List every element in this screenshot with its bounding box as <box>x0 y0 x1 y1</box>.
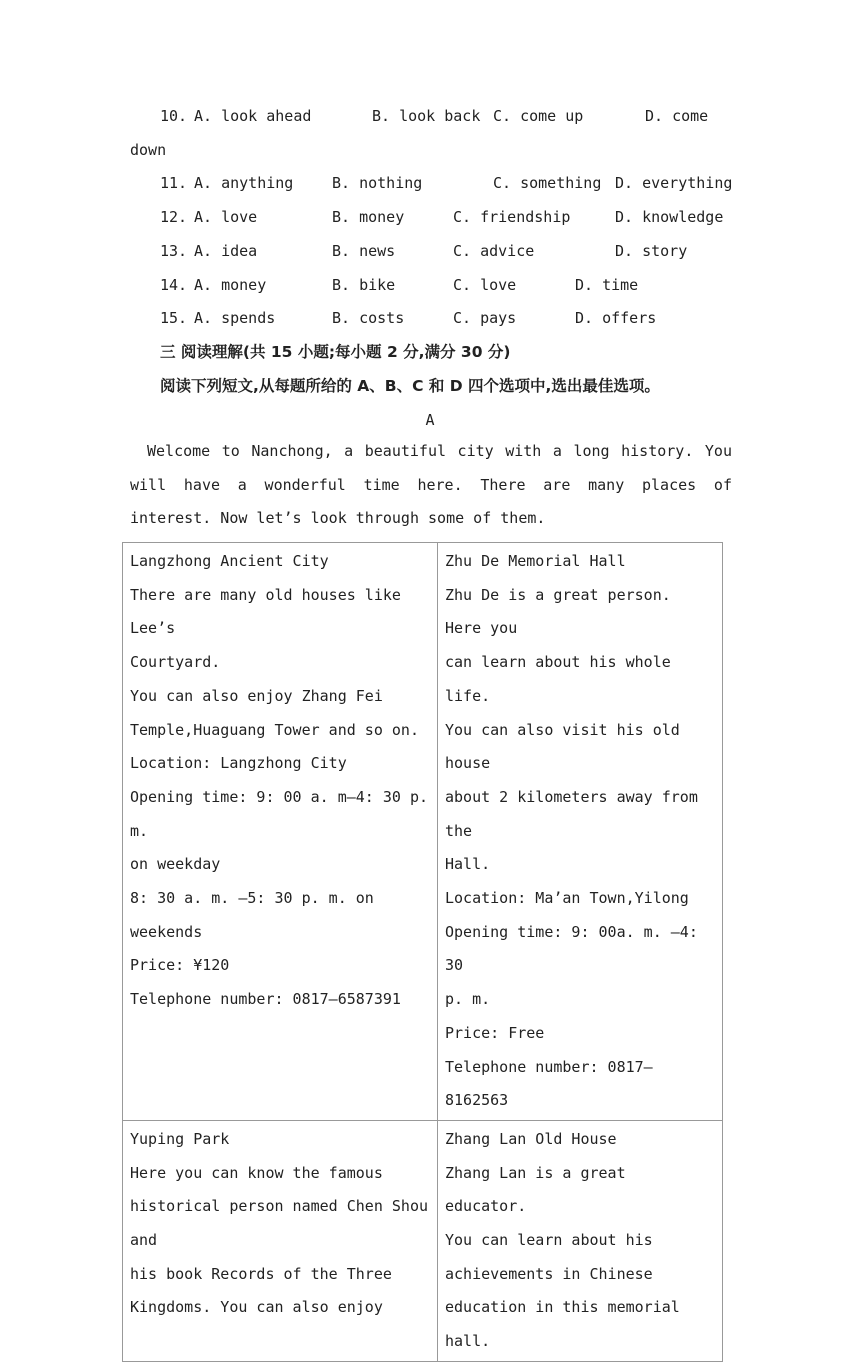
option-a: A. money <box>194 276 267 294</box>
cell-line: Price: Free <box>445 1023 545 1042</box>
cell-line: p. m. <box>445 990 491 1009</box>
cell-line: Here you can know the famous <box>130 1163 383 1182</box>
cell-line: Telephone number: 0817—6587391 <box>130 990 401 1009</box>
cell-title: Zhang Lan Old House <box>445 1129 617 1148</box>
option-c: C. friendship <box>453 208 571 226</box>
cell-line: Temple,Huaguang Tower and so on. <box>130 720 419 739</box>
cell-line: Zhu De is a great person. Here you <box>445 585 671 638</box>
cell-title: Langzhong Ancient City <box>130 552 329 570</box>
cell-line: achievements in Chinese <box>445 1264 653 1283</box>
cell-line: Location: Langzhong City <box>130 754 347 773</box>
option-d: D. knowledge <box>615 208 724 226</box>
option-a: A. look ahead <box>194 107 312 125</box>
cell-line: Opening time: 9: 00 a. m—4: 30 p. m. <box>130 787 429 840</box>
option-d: D. time <box>575 276 639 294</box>
cell-line: education in this memorial hall. <box>445 1298 680 1351</box>
table-row <box>123 1120 723 1361</box>
cell-title: Yuping Park <box>130 1129 230 1148</box>
cell-line: his book Records of the Three <box>130 1264 392 1283</box>
option-c: C. something <box>493 174 602 192</box>
table-row <box>123 543 723 1121</box>
option-b: B. nothing <box>332 174 423 192</box>
cell-line: 8: 30 a. m. —5: 30 p. m. on weekends <box>130 889 374 941</box>
section-instruction: 阅读下列短文,从每题所给的 A、B、C 和 D 四个选项中,选出最佳选项。 <box>160 377 660 395</box>
cell-line: Kingdoms. You can also enjoy <box>130 1298 383 1317</box>
cell-line: on weekday <box>130 855 221 874</box>
question-number: 10. <box>160 107 188 125</box>
attractions-table <box>122 542 723 1362</box>
passage-label: A <box>425 411 435 429</box>
question-number: 15. <box>160 309 188 327</box>
option-a: A. anything <box>194 174 294 192</box>
cell-line: Hall. <box>445 855 491 874</box>
cell-line: Opening time: 9: 00a. m. —4: 30 <box>445 922 698 975</box>
cell-line: Telephone number: 0817—8162563 <box>445 1057 653 1110</box>
option-b: B. money <box>332 208 405 226</box>
passage-intro: Welcome to Nanchong, a beautiful city with a long history. You will have a wonderful time here. There are many places of interest. Now let’s look through some of them. <box>130 442 732 528</box>
question-number: 13. <box>160 242 188 260</box>
option-b: B. news <box>332 242 396 260</box>
option-b: B. look back <box>372 107 481 125</box>
option-a: A. idea <box>194 242 258 260</box>
option-c: C. come up <box>493 107 584 125</box>
cell-line: can learn about his whole life. <box>445 653 671 705</box>
cell-line: Location: Ma’an Town,Yilong <box>445 889 689 908</box>
cell-line: about 2 kilometers away from the <box>445 787 698 840</box>
option-c: C. pays <box>453 309 517 327</box>
cell-line: historical person named Chen Shou and <box>130 1197 429 1250</box>
cell-line: You can also enjoy Zhang Fei <box>130 686 383 705</box>
cell-line: You can learn about his <box>445 1231 653 1250</box>
option-d: D. everything <box>615 174 733 192</box>
cell-line: There are many old houses like Lee’s <box>130 585 401 638</box>
option-d-wrap: down <box>130 141 167 159</box>
cell-line: You can also visit his old house <box>445 720 680 773</box>
cell-title: Zhu De Memorial Hall <box>445 552 626 570</box>
option-a: A. spends <box>194 309 276 327</box>
cell-zhanglan <box>438 1120 723 1361</box>
cell-line: Zhang Lan is a great educator. <box>445 1163 626 1216</box>
cell-yuping <box>123 1120 438 1361</box>
section-heading: 三 阅读理解(共 15 小题;每小题 2 分,满分 30 分) <box>160 343 511 361</box>
option-d: D. come <box>645 107 709 125</box>
option-d: D. offers <box>575 309 657 327</box>
question-number: 12. <box>160 208 188 226</box>
option-c: C. love <box>453 276 517 294</box>
cell-langzhong <box>123 543 438 1121</box>
cell-zhude <box>438 543 723 1121</box>
cell-line: Price: ¥120 <box>130 956 230 975</box>
option-b: B. costs <box>332 309 405 327</box>
option-d: D. story <box>615 242 688 260</box>
option-b: B. bike <box>332 276 396 294</box>
question-number: 11. <box>160 174 188 192</box>
cell-line: Courtyard. <box>130 653 221 672</box>
option-a: A. love <box>194 208 258 226</box>
option-c: C. advice <box>453 242 535 260</box>
question-number: 14. <box>160 276 188 294</box>
